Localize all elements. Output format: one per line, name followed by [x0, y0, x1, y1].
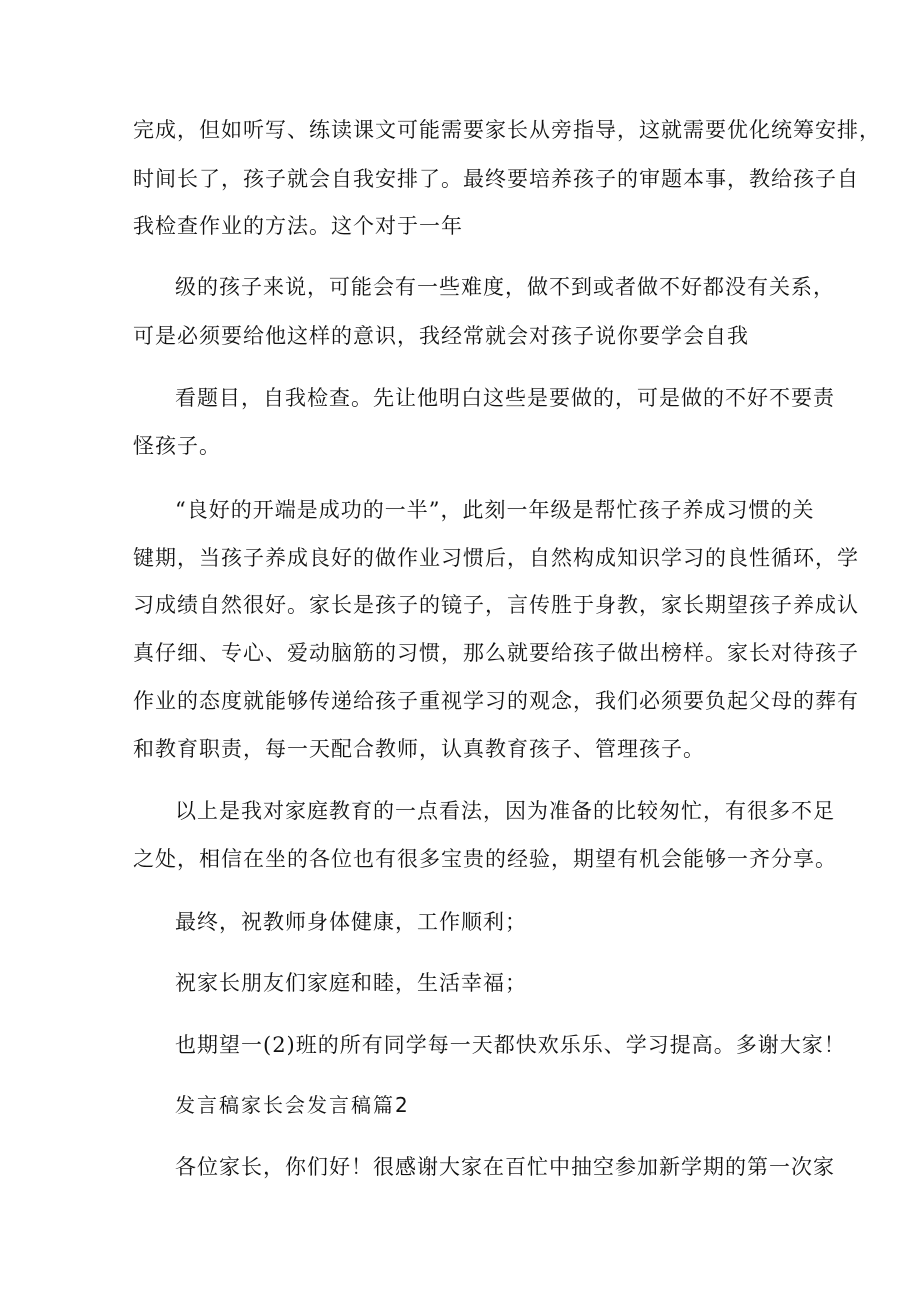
text-line: 祝家长朋友们家庭和睦，生活幸福；	[175, 971, 527, 995]
text-line: 以上是我对家庭教育的一点看法，因为准备的比较匆忙，有很多不足	[175, 799, 835, 823]
section-heading: 发言稿家长会发言稿篇2	[175, 1093, 410, 1117]
text-line: 完成，但如听写、练读课文可能需要家长从旁指导，这就需要优化统筹安排，	[133, 118, 881, 142]
text-line: 真仔细、专心、爱动脑筋的习惯，那么就要给孩子做出榜样。家长对待孩子	[133, 641, 859, 665]
text-line: 也期望一(2)班的所有同学每一天都快欢乐乐、学习提高。多谢大家！	[175, 1033, 846, 1057]
text-line: 习成绩自然很好。家长是孩子的镜子，言传胜于身教，家长期望孩子养成认	[133, 593, 859, 617]
text-line: 键期，当孩子养成良好的做作业习惯后，自然构成知识学习的良性循环，学	[133, 546, 859, 570]
text-line: “良好的开端是成功的一半”，此刻一年级是帮忙孩子养成习惯的关	[175, 498, 815, 522]
text-line: 各位家长，你们好！很感谢大家在百忙中抽空参加新学期的第一次家	[175, 1155, 835, 1179]
text-line: 和教育职责，每一天配合教师，认真教育孩子、管理孩子。	[133, 737, 705, 761]
text-line: 我检查作业的方法。这个对于一年	[133, 214, 463, 238]
text-line: 时间长了，孩子就会自我安排了。最终要培养孩子的审题本事，教给孩子自	[133, 167, 859, 191]
text-line: 级的孩子来说，可能会有一些难度，做不到或者做不好都没有关系，	[175, 275, 835, 299]
text-line: 可是必须要给他这样的意识，我经常就会对孩子说你要学会自我	[133, 324, 749, 348]
text-line: 最终，祝教师身体健康，工作顺利；	[175, 910, 527, 934]
text-line: 怪孩子。	[133, 434, 221, 458]
text-line: 看题目，自我检查。先让他明白这些是要做的，可是做的不好不要责	[175, 386, 835, 410]
text-line: 之处，相信在坐的各位也有很多宝贵的经验，期望有机会能够一齐分享。	[133, 847, 837, 871]
text-line: 作业的态度就能够传递给孩子重视学习的观念，我们必须要负起父母的葬有	[133, 689, 859, 713]
